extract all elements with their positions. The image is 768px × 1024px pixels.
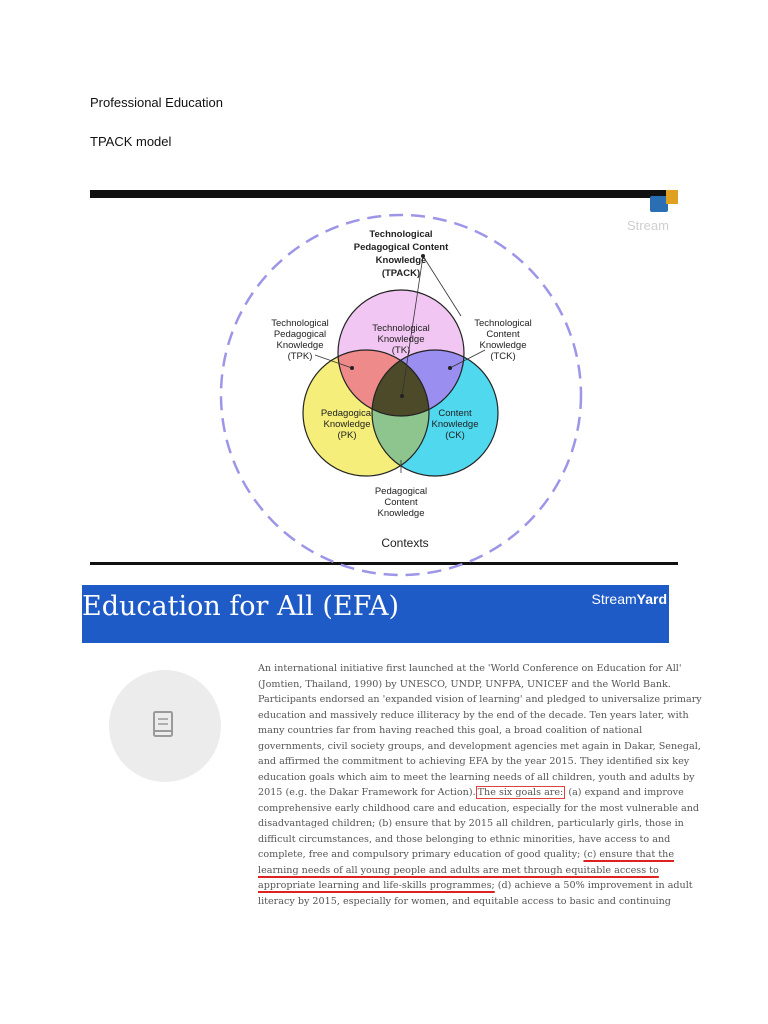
document-subheading: TPACK model (90, 134, 172, 149)
tck-label-line4: (TCK) (490, 351, 516, 362)
tck-label-line1: Technological (474, 318, 532, 329)
pck-label-line3: Knowledge (377, 508, 425, 519)
efa-line: difficult circumstances, and those belonging to ethnic minorities, have access to and (258, 833, 671, 845)
efa-line: An international initiative first launched at the 'World Conference on Education for All' (258, 663, 682, 674)
bottom-border-line (90, 562, 678, 565)
ck-label-line1: Content (438, 408, 472, 419)
tck-label-line2: Content (486, 329, 520, 340)
pck-label-line2: Content (384, 497, 418, 508)
efa-title: Education for All (EFA) (82, 591, 400, 622)
efa-line: education and massively reduce illiteracy by the end of the decade. Ten years later, with (258, 709, 689, 721)
tpack-label-line1: Technological (369, 229, 433, 240)
stream-watermark: Stream (627, 218, 669, 233)
pck-label-line1: Pedagogical (374, 486, 428, 497)
tck-label-line3: Knowledge (479, 340, 527, 351)
goal-c-underline: learning needs of all young people and adults are met through equitable access to (258, 864, 659, 876)
tk-label-line2: Knowledge (377, 334, 425, 345)
six-goals-highlight: The six goals are: (477, 787, 564, 798)
tpk-label-line4: (TPK) (287, 351, 313, 362)
efa-line (258, 847, 675, 863)
efa-line: many countries far from having reached this goal, a broad coalition of national (258, 725, 643, 736)
goal-c-underline: appropriate learning and life-skills programmes; (258, 880, 495, 891)
efa-line: literacy by 2015, especially for women, and equitable access to basic and continuing (258, 895, 671, 907)
tpack-label-line3: Knowledge (375, 255, 427, 266)
efa-paragraph (258, 661, 702, 909)
efa-line (258, 878, 693, 894)
ck-label-line2: Knowledge (431, 419, 479, 430)
tpack-label-line4: (TPACK) (381, 268, 421, 279)
goal-c-underline: (c) ensure that the (583, 849, 675, 860)
efa-line (258, 785, 684, 801)
contexts-label: Contexts (381, 536, 429, 550)
avatar (109, 670, 221, 782)
ck-label-line3: (CK) (445, 430, 465, 441)
top-border-bar (90, 190, 678, 198)
efa-line: Participants endorsed an 'expanded vision of learning' and pledged to universalize primary (258, 694, 702, 705)
efa-text: complete, free and compulsory primary education of good quality; (258, 849, 584, 860)
tpack-label-line2: Pedagogical Content (353, 242, 449, 253)
pk-label-line3: (PK) (337, 430, 357, 441)
efa-line: governments, civil society groups, and development agencies met again in Dakar, Senegal, (258, 740, 701, 752)
book-icon (152, 710, 174, 738)
efa-line: education goals which aim to meet the learning needs of all children, youth and adults by (258, 771, 695, 783)
efa-line: disadvantaged children; (b) ensure that by 2015 all children, particularly girls, those in (258, 818, 684, 829)
efa-text: (a) expand and improve (565, 787, 684, 798)
tpk-label-line2: Pedagogical (273, 329, 327, 340)
pk-label-line2: Knowledge (323, 419, 371, 430)
brand-regular: Stream (591, 591, 637, 607)
tpk-label-line3: Knowledge (276, 340, 324, 351)
efa-text: (d) achieve a 50% improvement in adult (494, 880, 693, 891)
efa-slide (82, 585, 702, 920)
pk-label-line1: Pedagogical (320, 408, 374, 419)
tk-label-line1: Technological (372, 323, 430, 334)
tk-label-line3: (TK) (391, 345, 411, 356)
efa-text: 2015 (e.g. the Dakar Framework for Action). (258, 787, 476, 798)
efa-line: (Jomtien, Thailand, 1990) by UNESCO, UNDP, UNFPA, UNICEF and the World Bank. (258, 678, 671, 690)
efa-header (82, 585, 669, 643)
efa-line: and affirmed the commitment to achieving EFA by the year 2015. They identified six key (258, 756, 690, 767)
document-heading: Professional Education (90, 95, 223, 110)
streamyard-brand (592, 591, 667, 607)
tpack-diagram (90, 190, 678, 566)
tpk-label-line1: Technological (271, 318, 329, 329)
efa-line: comprehensive early childhood care and education, especially for the most vulnerable and (258, 802, 700, 814)
brand-bold: Yard (636, 591, 667, 607)
